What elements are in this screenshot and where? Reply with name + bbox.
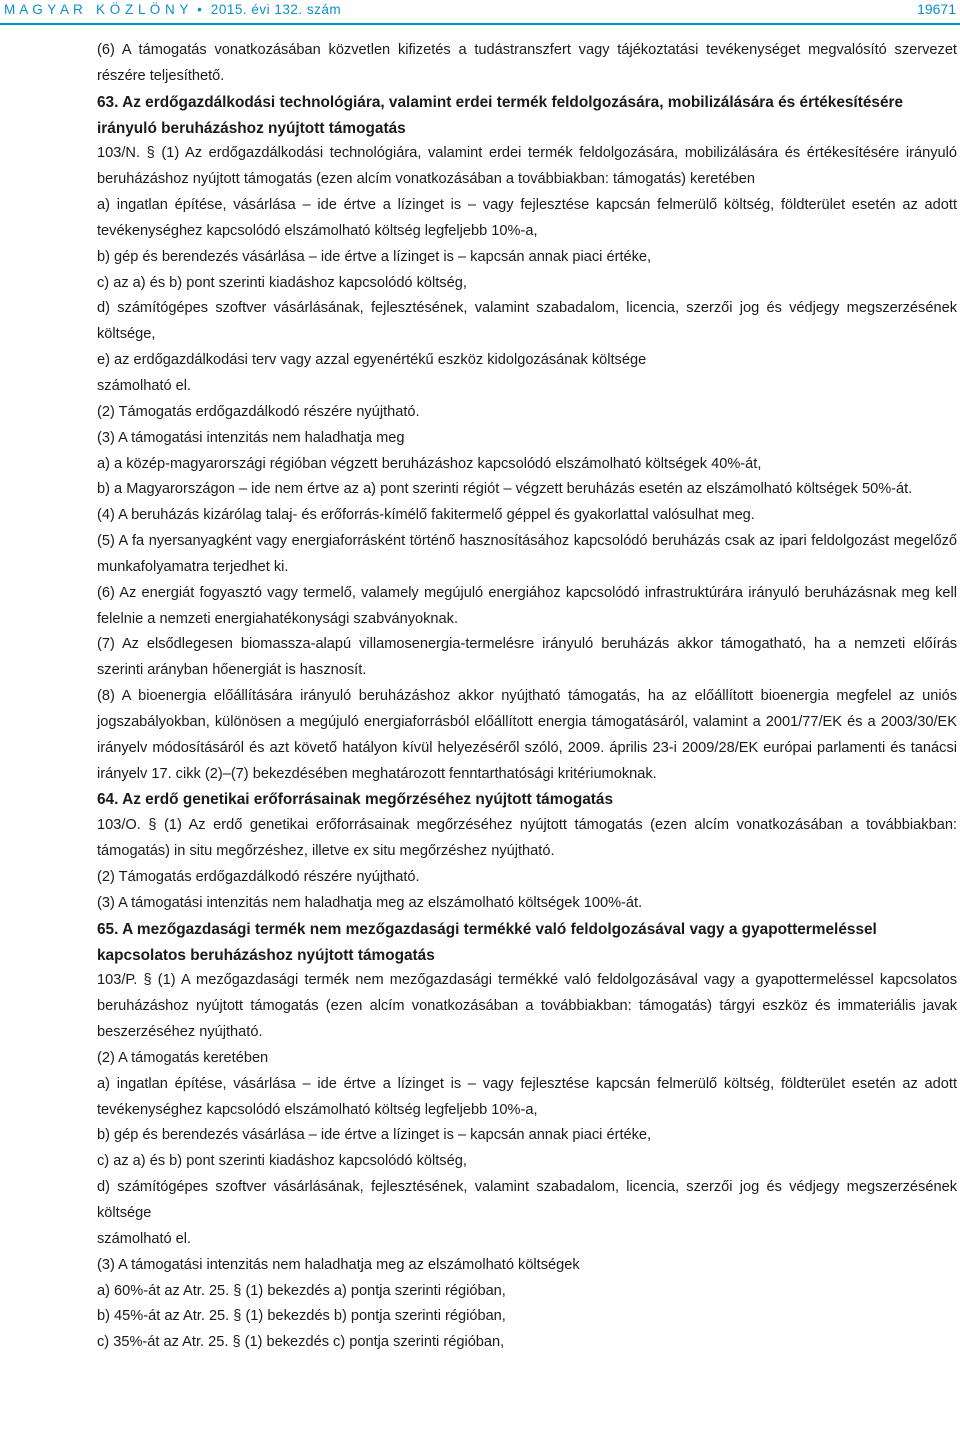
paragraph: (2) Támogatás erdőgazdálkodó részére nyújtható.: [97, 869, 420, 885]
page-header: [0, 0, 960, 26]
page-number: 19671: [917, 1, 956, 17]
header-rule: [0, 23, 960, 25]
paragraph: (6) Az energiát fogyasztó vagy termelő, valamely megújuló energiához kapcsolódó infrastruktúrára irányuló beruházásnak meg kell felelnie a nemzeti energiahatékonysági szabványoknak.: [97, 584, 957, 627]
paragraph: (3) A támogatási intenzitás nem haladhatja meg: [97, 429, 405, 446]
running-title: M A G Y A R K Ö Z L Ö N Y • 2015. évi 132. szám: [4, 2, 342, 17]
paragraph: a) ingatlan építése, vásárlása – ide értve a lízinget is – vagy fejlesztése kapcsán felmerülő költség, földterület esetén az adott tevékenységhez kapcsolódó elszámolható költség legfeljebb 10%-a,: [97, 1075, 957, 1118]
paragraph: b) 45%-át az Atr. 25. § (1) bekezdés b) pontja szerinti régióban,: [97, 1308, 506, 1325]
paragraph: c) az a) és b) pont szerinti kiadáshoz kapcsolódó költség,: [97, 1153, 467, 1170]
paragraph: (3) A támogatási intenzitás nem haladhatja meg az elszámolható költségek: [97, 1256, 580, 1273]
paragraph: (2) A támogatás keretében: [97, 1049, 269, 1066]
paragraph: (8) A bioenergia előállítására irányuló beruházáshoz akkor nyújtható támogatás, ha az előállított bioenergia megfelel az uniós jogszabályokban, különösen a megújuló energiaforrásból előállított energia támogatásáról, valamint a 2001/77/EK és a 2003/30/EK irányelv módosításáról és azt követő hatályon kívül helyezéséről szóló, 2009. április 23-i 2009/28/EK európai parlamenti és tanácsi irányelv 17. cikk (2)–(7) bekezdésében meghatározott fenntarthatósági kritériumoknak.: [97, 688, 957, 782]
paragraph: 103/O. § (1) Az erdő genetikai erőforrásainak megőrzéséhez nyújtott támogatás (ezen alcím vonatkozásában a továbbiakban: támogatás) in situ megőrzéshez, illetve ex situ megőrzéshez nyújtható.: [97, 817, 957, 860]
paragraph: b) gép és berendezés vásárlása – ide értve a lízinget is – kapcsán annak piaci értéke,: [97, 248, 652, 265]
paragraph: 103/P. § (1) A mezőgazdasági termék nem mezőgazdasági termékké való feldolgozásával vagy a gyapottermeléssel kapcsolatos beruházáshoz nyújtott támogatás (ezen alcím vonatkozásában a továbbiakban: támogatás) tárgyi eszköz és immateriális javak beszerzéséhez nyújtható.: [97, 972, 957, 1041]
paragraph: b) a Magyarországon – ide nem értve az a) pont szerinti régiót – végzett beruházás esetén az elszámolható költségek 50%-át.: [97, 481, 913, 498]
document-body: [97, 38, 957, 1356]
paragraph: (4) A beruházás kizárólag talaj- és erőforrás-kímélő fakitermelő géppel és gyakorlattal valósulhat meg.: [97, 507, 755, 524]
paragraph: 103/N. § (1) Az erdőgazdálkodási technológiára, valamint erdei termék feldolgozására, mobilizálására és értékesítésére irányuló beruházáshoz nyújtott támogatás (ezen alcím vonatkozásában a továbbiakban: támogatás) keretében: [97, 145, 957, 188]
section-heading: 65. A mezőgazdasági termék nem mezőgazdasági termékké való feldolgozásával vagy a gyapottermeléssel kapcsolatos beruházáshoz nyújtott támogatás: [97, 920, 877, 964]
paragraph: d) számítógépes szoftver vásárlásának, fejlesztésének, valamint szabadalom, licencia, szerzői jog és védjegy megszerzésének költsége,: [97, 300, 957, 343]
paragraph: c) 35%-át az Atr. 25. § (1) bekezdés c) pontja szerinti régióban,: [97, 1334, 505, 1351]
paragraph: a) 60%-át az Atr. 25. § (1) bekezdés a) pontja szerinti régióban,: [97, 1282, 506, 1299]
section-heading: 63. Az erdőgazdálkodási technológiára, valamint erdei termék feldolgozására, mobilizálására és értékesítésére irányuló beruházáshoz nyújtott támogatás: [97, 93, 904, 137]
paragraph: (2) Támogatás erdőgazdálkodó részére nyújtható.: [97, 403, 420, 420]
paragraph: a) a közép-magyarországi régióban végzett beruházáshoz kapcsolódó elszámolható költségek 40%-át,: [97, 455, 762, 472]
paragraph: (7) Az elsődlegesen biomassza-alapú villamosenergia-termelésre irányuló beruházás akkor támogatható, ha a nemzeti előírás szerinti arányban hőenergiát is hasznosít.: [97, 636, 957, 679]
section-heading: 64. Az erdő genetikai erőforrásainak megőrzéséhez nyújtott támogatás: [97, 791, 614, 809]
paragraph: e) az erdőgazdálkodási terv vagy azzal egyenértékű eszköz kidolgozásának költsége: [97, 352, 647, 369]
paragraph: b) gép és berendezés vásárlása – ide értve a lízinget is – kapcsán annak piaci értéke,: [97, 1127, 652, 1144]
paragraph: d) számítógépes szoftver vásárlásának, fejlesztésének, valamint szabadalom, licencia, szerzői jog és védjegy megszerzésének költsége: [97, 1179, 957, 1221]
paragraph: (6) A támogatás vonatkozásában közvetlen kifizetés a tudástranszfert vagy tájékoztatási tevékenységet megvalósító szervezet részére teljesíthető.: [97, 42, 957, 84]
paragraph: számolható el.: [97, 1230, 192, 1247]
paragraph: (5) A fa nyersanyagként vagy energiaforrásként történő hasznosításához kapcsolódó beruházás csak az ipari feldolgozást megelőző munkafolyamatra terjedhet ki.: [97, 533, 957, 575]
paragraph: a) ingatlan építése, vásárlása – ide értve a lízinget is – vagy fejlesztése kapcsán felmerülő költség, földterület esetén az adott tevékenységhez kapcsolódó elszámolható költség legfeljebb 10%-a,: [97, 197, 957, 239]
paragraph: számolható el.: [97, 377, 192, 394]
paragraph: (3) A támogatási intenzitás nem haladhatja meg az elszámolható költségek 100%-át.: [97, 894, 643, 911]
paragraph: c) az a) és b) pont szerinti kiadáshoz kapcsolódó költség,: [97, 274, 467, 291]
